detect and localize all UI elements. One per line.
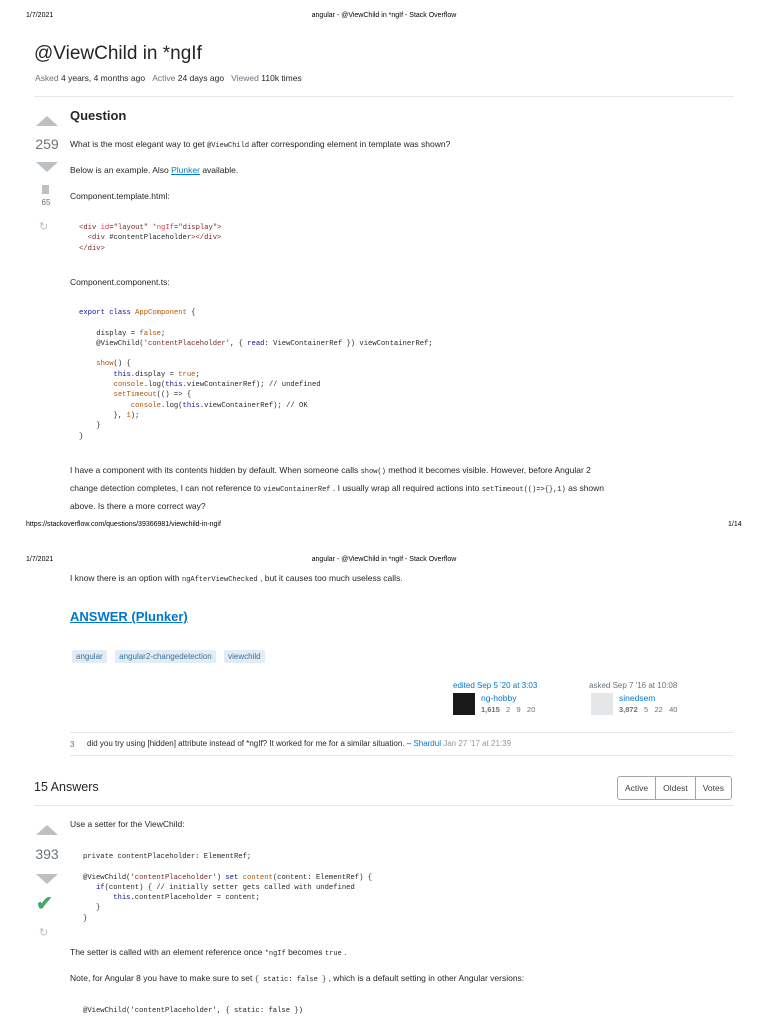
- answers-count: 15 Answers: [34, 780, 99, 794]
- downvote-icon[interactable]: [36, 162, 58, 172]
- plunker-link[interactable]: Plunker: [171, 165, 200, 175]
- avatar[interactable]: [591, 693, 613, 715]
- tag-angular2-changedetection[interactable]: angular2-changedetection: [115, 650, 216, 663]
- editor-card: [453, 681, 585, 717]
- sort-oldest-button[interactable]: Oldest: [655, 777, 695, 799]
- question-paragraph-3: I have a component with its contents hidden by default. When someone calls show() method it becomes visible. However, before Angular 2 change detection completes, I can not reference to viewContainerRef . I usually wrap all required actions into setTimeout(()=>{},1) as shown above. Is there a more correct way?: [70, 465, 605, 511]
- comment-divider-top: [70, 732, 734, 733]
- answers-divider: [34, 805, 734, 806]
- answer-code-block-1: private contentPlaceholder: ElementRef; @ViewChild('contentPlaceholder') set content(content: ElementRef) { if(content) { // initially setter gets called with undefined this.contentPlaceholder = content; } }: [83, 853, 373, 923]
- history-icon[interactable]: ↻: [39, 221, 49, 233]
- question-paragraph-4: I know there is an option with ngAfterViewChecked , but it causes too much useless calls.: [70, 573, 403, 584]
- code-block-component: export class AppComponent { display = false; @ViewChild('contentPlaceholder', { read: ViewContainerRef }) viewContainerRef; show() { this.display = true; console.log(this.viewContainerRef); // undefined setTimeout(() => { console.log(this.viewContainerRef); // OK }, 1); } }: [79, 309, 433, 441]
- answer-code-block-2: @ViewChild('contentPlaceholder', { static: false }): [83, 1007, 303, 1015]
- answer-plunker-link[interactable]: ANSWER (Plunker): [70, 609, 188, 624]
- comment-score: 3: [70, 740, 75, 749]
- editor-name[interactable]: ng-hobby: [481, 693, 517, 703]
- answer-paragraph-3: Note, for Angular 8 you have to make sure to set { static: false } , which is a default setting in other Angular versions:: [70, 973, 525, 984]
- vote-count: 259: [35, 136, 59, 152]
- answer-vote-count: 393: [35, 846, 59, 862]
- print-page-number: 1/14: [728, 521, 742, 528]
- question-heading: Question: [70, 108, 127, 123]
- answer-sort-tabs: [617, 776, 732, 800]
- print-url: https://stackoverflow.com/questions/39366981/viewchild-in-ngif: [26, 521, 221, 528]
- comment: did you try using [hidden] attribute instead of *ngIf? It worked for me for a similar situation. – Shardul Jan 27 '17 at 21:39: [87, 739, 512, 748]
- answer-history-icon[interactable]: ↻: [39, 927, 49, 939]
- comment-user-link[interactable]: Shardul: [413, 739, 441, 748]
- edited-link[interactable]: edited Sep 5 '20 at 3:03: [453, 681, 538, 690]
- question-title[interactable]: @ViewChild in *ngIf: [34, 43, 202, 64]
- question-paragraph-2: Below is an example. Also Plunker available.: [70, 165, 239, 175]
- print-date: 1/7/2021: [26, 12, 54, 19]
- owner-name[interactable]: sinedsem: [619, 693, 656, 703]
- comment-divider-bottom: [70, 755, 734, 756]
- owner-reputation: 3,872 5 22 40: [619, 705, 678, 714]
- component-label: Component.component.ts:: [70, 277, 170, 287]
- asked-label: asked Sep 7 '16 at 10:08: [589, 681, 678, 690]
- question-paragraph-1: What is the most elegant way to get @ViewChild after corresponding element in template was shown?: [70, 139, 451, 150]
- title-divider: [34, 96, 734, 97]
- answer-paragraph-1: Use a setter for the ViewChild:: [70, 819, 185, 829]
- print-title: angular - @ViewChild in *ngIf - Stack Overflow: [311, 12, 457, 19]
- print-title-2: angular - @ViewChild in *ngIf - Stack Overflow: [311, 556, 457, 563]
- print-date-2: 1/7/2021: [26, 556, 54, 563]
- owner-card: [589, 681, 739, 717]
- editor-reputation: 1,615 2 9 20: [481, 705, 536, 714]
- sort-active-button[interactable]: Active: [625, 783, 649, 793]
- answer-paragraph-2: The setter is called with an element reference once *ngIf becomes true .: [70, 947, 347, 958]
- bookmark-icon[interactable]: [42, 185, 49, 194]
- bookmark-count: 65: [41, 198, 51, 207]
- tag-angular[interactable]: angular: [72, 650, 107, 663]
- tag-viewchild[interactable]: viewchild: [224, 650, 264, 663]
- answer-downvote-icon[interactable]: [36, 874, 58, 884]
- answer-upvote-icon[interactable]: [36, 825, 58, 835]
- upvote-icon[interactable]: [36, 116, 58, 126]
- question-meta: Asked 4 years, 4 months ago Active 24 days ago Viewed 110k times: [35, 73, 302, 83]
- tag-list: [72, 646, 269, 664]
- code-block-template: <div id="layout" *ngIf="display"> <div #contentPlaceholder></div> </div>: [79, 224, 222, 253]
- accepted-check-icon: ✔: [36, 893, 53, 915]
- avatar[interactable]: [453, 693, 475, 715]
- sort-votes-button[interactable]: Votes: [695, 777, 731, 799]
- template-label: Component.template.html:: [70, 191, 170, 201]
